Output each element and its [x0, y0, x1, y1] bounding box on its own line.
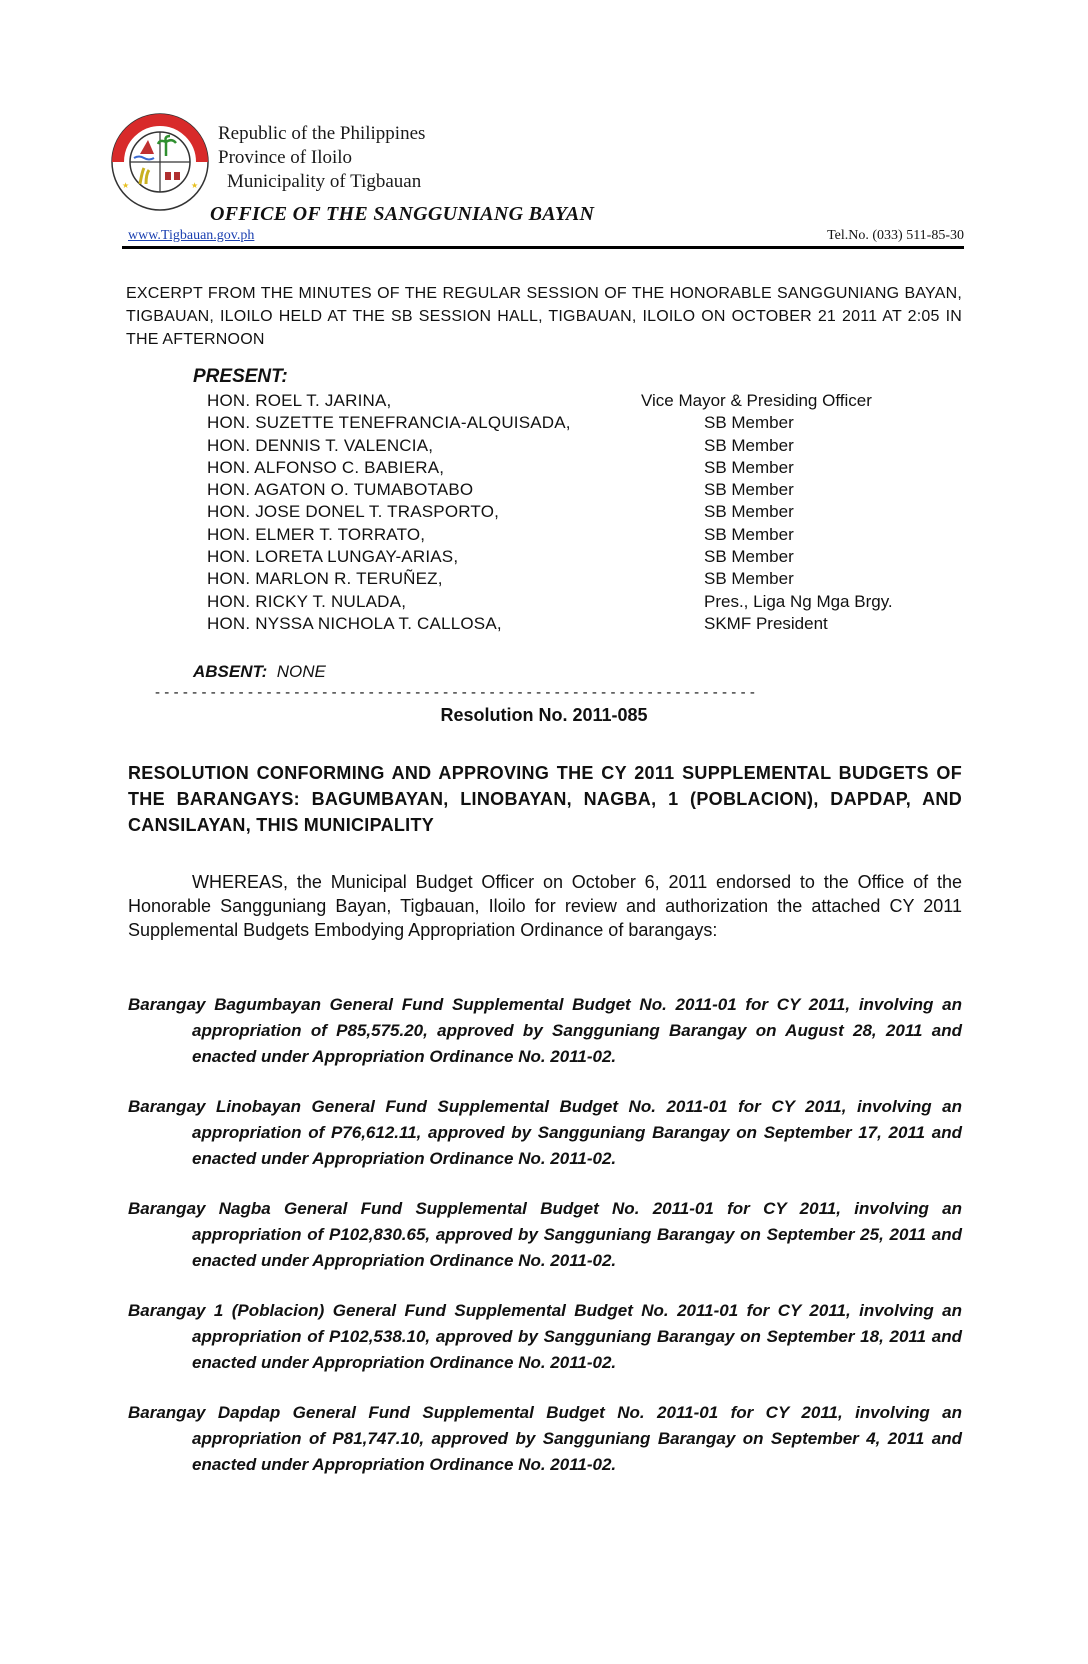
budget-item: Barangay Dapdap General Fund Supplemental Budget No. 2011-01 for CY 2011, involving an appropriation of P81,747.10, approved by Sangguniang Barangay on September 4, 2011 and enacted under Appropriation Ordinance No. 2011-02.	[128, 1403, 962, 1474]
attendee-role: SB Member	[704, 547, 794, 567]
letterhead-office: OFFICE OF THE SANGGUNIANG BAYAN	[210, 203, 595, 225]
attendee-name: HON. SUZETTE TENEFRANCIA-ALQUISADA,	[207, 413, 571, 433]
attendee-row	[207, 390, 967, 412]
attendee-role: SB Member	[704, 480, 794, 500]
attendee-row	[207, 457, 967, 479]
barangay-budget-list	[128, 992, 962, 1502]
telephone-number: Tel.No. (033) 511-85-30	[827, 228, 964, 243]
attendee-row	[207, 479, 967, 501]
attendee-name: HON. ROEL T. JARINA,	[207, 391, 392, 410]
website-link[interactable]: www.Tigbauan.gov.ph	[128, 228, 255, 243]
present-label: PRESENT:	[193, 366, 288, 387]
attendee-name: HON. DENNIS T. VALENCIA,	[207, 435, 434, 455]
attendee-name: HON. ALFONSO C. BABIERA,	[207, 457, 445, 477]
attendee-name: HON. RICKY T. NULADA,	[207, 591, 407, 611]
attendee-role: Pres., Liga Ng Mga Brgy.	[704, 591, 893, 611]
letterhead-municipality: Municipality of Tigbauan	[227, 171, 422, 192]
attendee-role: SB Member	[704, 569, 794, 589]
attendee-name: HON. AGATON O. TUMABOTABO	[207, 480, 474, 500]
attendee-name: HON. ELMER T. TORRATO,	[207, 524, 426, 544]
attendee-role: SB Member	[704, 502, 794, 522]
whereas-clause	[128, 870, 962, 942]
attendee-row	[207, 546, 967, 568]
budget-item: Barangay Bagumbayan General Fund Supplemental Budget No. 2011-01 for CY 2011, involving an appropriation of P85,575.20, approved by Sangguniang Barangay on August 28, 2011 and enacted under Appropriation Ordinance No. 2011-02.	[128, 995, 962, 1066]
budget-item: Barangay 1 (Poblacion) General Fund Supplemental Budget No. 2011-01 for CY 2011, involving an appropriation of P102,538.10, approved by Sangguniang Barangay on September 18, 2011 and enacted under Appropriation Ordinance No. 2011-02.	[128, 1301, 962, 1372]
attendee-row	[207, 412, 967, 434]
svg-text:★: ★	[122, 181, 130, 190]
attendee-row	[207, 524, 967, 546]
attendee-name: HON. NYSSA NICHOLA T. CALLOSA,	[207, 613, 502, 633]
svg-text:★: ★	[191, 181, 199, 190]
attendee-row	[207, 501, 967, 523]
whereas-text: WHEREAS, the Municipal Budget Officer on October 6, 2011 endorsed to the Office of the Honorable Sangguniang Bayan, Tigbauan, Iloilo for review and authorization the attached CY 2011 Supplemental Budgets Embodying Appropriation Ordinance of barangays:	[128, 872, 962, 940]
letterhead-province: Province of Iloilo	[218, 147, 353, 168]
attendance-list	[207, 390, 967, 635]
budget-item: Barangay Nagba General Fund Supplemental Budget No. 2011-01 for CY 2011, involving an appropriation of P102,830.65, approved by Sangguniang Barangay on September 25, 2011 and enacted under Appropriation Ordinance No. 2011-02.	[128, 1199, 962, 1270]
attendee-row	[207, 568, 967, 590]
letterhead-divider	[122, 246, 964, 249]
attendee-role: SB Member	[704, 457, 794, 477]
attendee-role: SB Member	[704, 435, 794, 455]
absent-value: NONE	[276, 662, 326, 681]
attendee-role: SB Member	[704, 413, 794, 433]
attendee-name: HON. JOSE DONEL T. TRASPORTO,	[207, 502, 500, 522]
section-separator: -----------------------------------------------------------------	[155, 684, 760, 701]
absent-line	[193, 662, 326, 682]
municipality-seal-icon	[110, 112, 210, 212]
attendee-name: HON. LORETA LUNGAY-ARIAS,	[207, 547, 459, 567]
resolution-title: RESOLUTION CONFORMING AND APPROVING THE CY 2011 SUPPLEMENTAL BUDGETS OF THE BARANGAYS: BAGUMBAYAN, LINOBAYAN, NAGBA, 1 (POBLACION), DAPDAP, AND CANSILAYAN, THIS MUNICIPALITY	[128, 763, 962, 835]
budget-item: Barangay Linobayan General Fund Supplemental Budget No. 2011-01 for CY 2011, involving an appropriation of P76,612.11, approved by Sangguniang Barangay on September 17, 2011 and enacted under Appropriation Ordinance No. 2011-02.	[128, 1097, 962, 1168]
minutes-excerpt-heading: EXCERPT FROM THE MINUTES OF THE REGULAR SESSION OF THE HONORABLE SANGGUNIANG BAYAN, TIGBAUAN, ILOILO HELD AT THE SB SESSION HALL, TIGBAUAN, ILOILO ON OCTOBER 21 2011 AT 2:05 IN THE AFTERNOON	[126, 285, 962, 348]
attendee-role: SB Member	[704, 524, 794, 544]
attendee-role: SKMF President	[704, 613, 828, 633]
attendee-role: Vice Mayor & Presiding Officer	[641, 391, 872, 410]
attendee-row	[207, 435, 967, 457]
resolution-number: Resolution No. 2011-085	[440, 705, 648, 725]
attendee-row	[207, 613, 967, 635]
attendee-row	[207, 591, 967, 613]
absent-label: ABSENT:	[193, 662, 268, 681]
attendee-name: HON. MARLON R. TERUÑEZ,	[207, 569, 443, 589]
letterhead-republic: Republic of the Philippines	[218, 123, 426, 144]
